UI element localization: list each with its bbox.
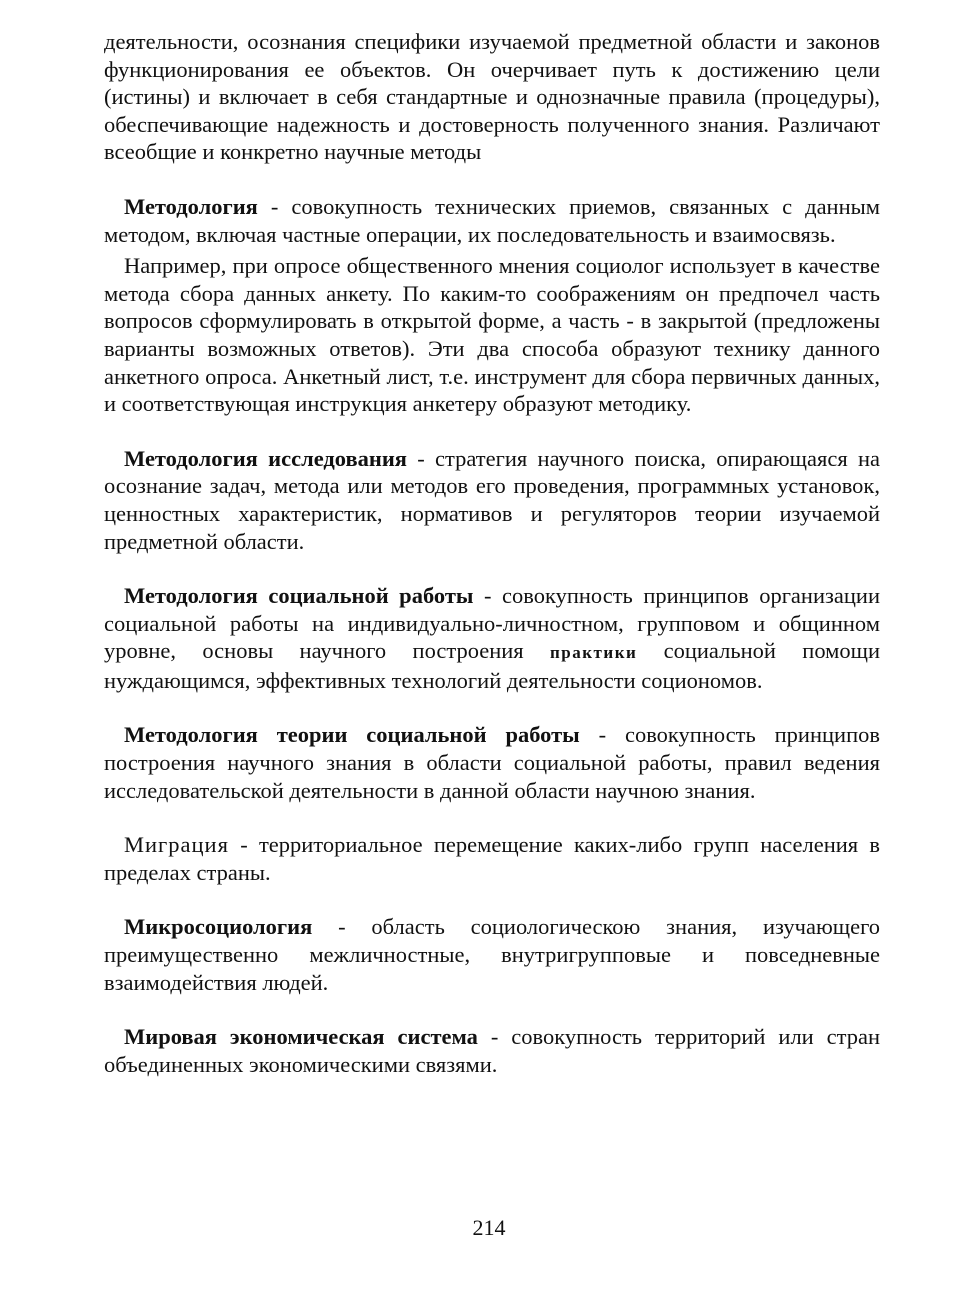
definition-microsociology: область социологическою знания, изучающего преимущественно межличностные, внутригрупповые и повседневные взаимодействия людей.	[104, 914, 881, 995]
term-research-methodology: Методология исследования	[124, 445, 407, 471]
term-social-work-theory-methodology: Методология теории социальной работы	[124, 722, 580, 748]
term-separator: -	[579, 722, 625, 748]
entry-methodology	[104, 193, 880, 248]
emphasis-practice: практики	[550, 643, 638, 663]
term-methodology: Методология	[124, 193, 258, 219]
definition-research-methodology: стратегия научного поиска, опирающаяся на осознание задач, метода или методов его проведения, программных установок, ценностных характеристик, нормативов и регуляторов теории изучаемой предметной области.	[104, 445, 880, 554]
definition-world-economic-system: совокупность территорий или стран объединенных экономическими связями.	[104, 1024, 881, 1077]
term-separator: -	[228, 832, 259, 858]
term-separator: -	[312, 914, 372, 940]
page-number: 214	[472, 1215, 506, 1240]
term-world-economic-system: Мировая экономическая система	[124, 1024, 478, 1050]
entry-microsociology	[104, 913, 880, 996]
definition-social-work-theory-methodology: совокупность принципов построения научного знания в области социальной работы, правил ведения исследовательской деятельности в данной области научною знания.	[104, 722, 880, 803]
example-text: Например, при опросе общественного мнения социолог использует в качестве метода сбора данных анкету. По каким-то соображениям он предпочел часть вопросов сформулировать в открытой форме, а часть - в закрытой (предложены варианты возможных ответов). Эти два способа образуют технику данного анкетного опроса. Анкетный лист, т.е. инструмент для сбора первичных данных, и соответствующая инструкция анкетеру образуют методику.	[104, 253, 880, 417]
entry-world-economic-system	[104, 1023, 880, 1078]
term-social-work-methodology: Методология социальной работы	[124, 583, 474, 609]
page-body	[104, 28, 880, 1078]
term-separator: -	[257, 193, 292, 219]
definition-social-work-methodology-part1: совокупность принципов организации социальной работы на индивидуально-личностном, групповом и общинном уровне, основы научного построения	[104, 583, 880, 664]
term-separator: -	[473, 583, 503, 609]
entry-research-methodology	[104, 445, 880, 555]
term-migration: Миграция	[124, 832, 229, 858]
intro-paragraph	[104, 28, 880, 166]
intro-text: деятельности, осознания специфики изучаемой предметной области и законов функционирования ее объектов. Он очерчивает путь к достижению цели (истины) и включает в себя стандартные и однозначные правила (процедуры), обеспечивающие надежность и достоверность полученного знания. Различают всеобщие и конкретно научные методы	[104, 29, 880, 165]
term-microsociology: Микросоциология	[124, 914, 313, 940]
definition-methodology: совокупность технических приемов, связанных с данным методом, включая частные операции, их последовательность и взаимосвязь.	[104, 193, 880, 247]
entry-social-work-methodology	[104, 582, 880, 694]
entry-social-work-theory-methodology	[104, 721, 880, 804]
term-separator: -	[406, 445, 436, 471]
example-paragraph	[104, 252, 880, 418]
definition-social-work-methodology-part2: социальной помощи нуждающимся, эффективных технологий деятельности социономов.	[104, 638, 880, 693]
definition-migration: территориальное перемещение каких-либо групп населения в пределах страны.	[104, 832, 880, 885]
term-separator: -	[477, 1024, 512, 1050]
entry-migration	[104, 831, 880, 886]
